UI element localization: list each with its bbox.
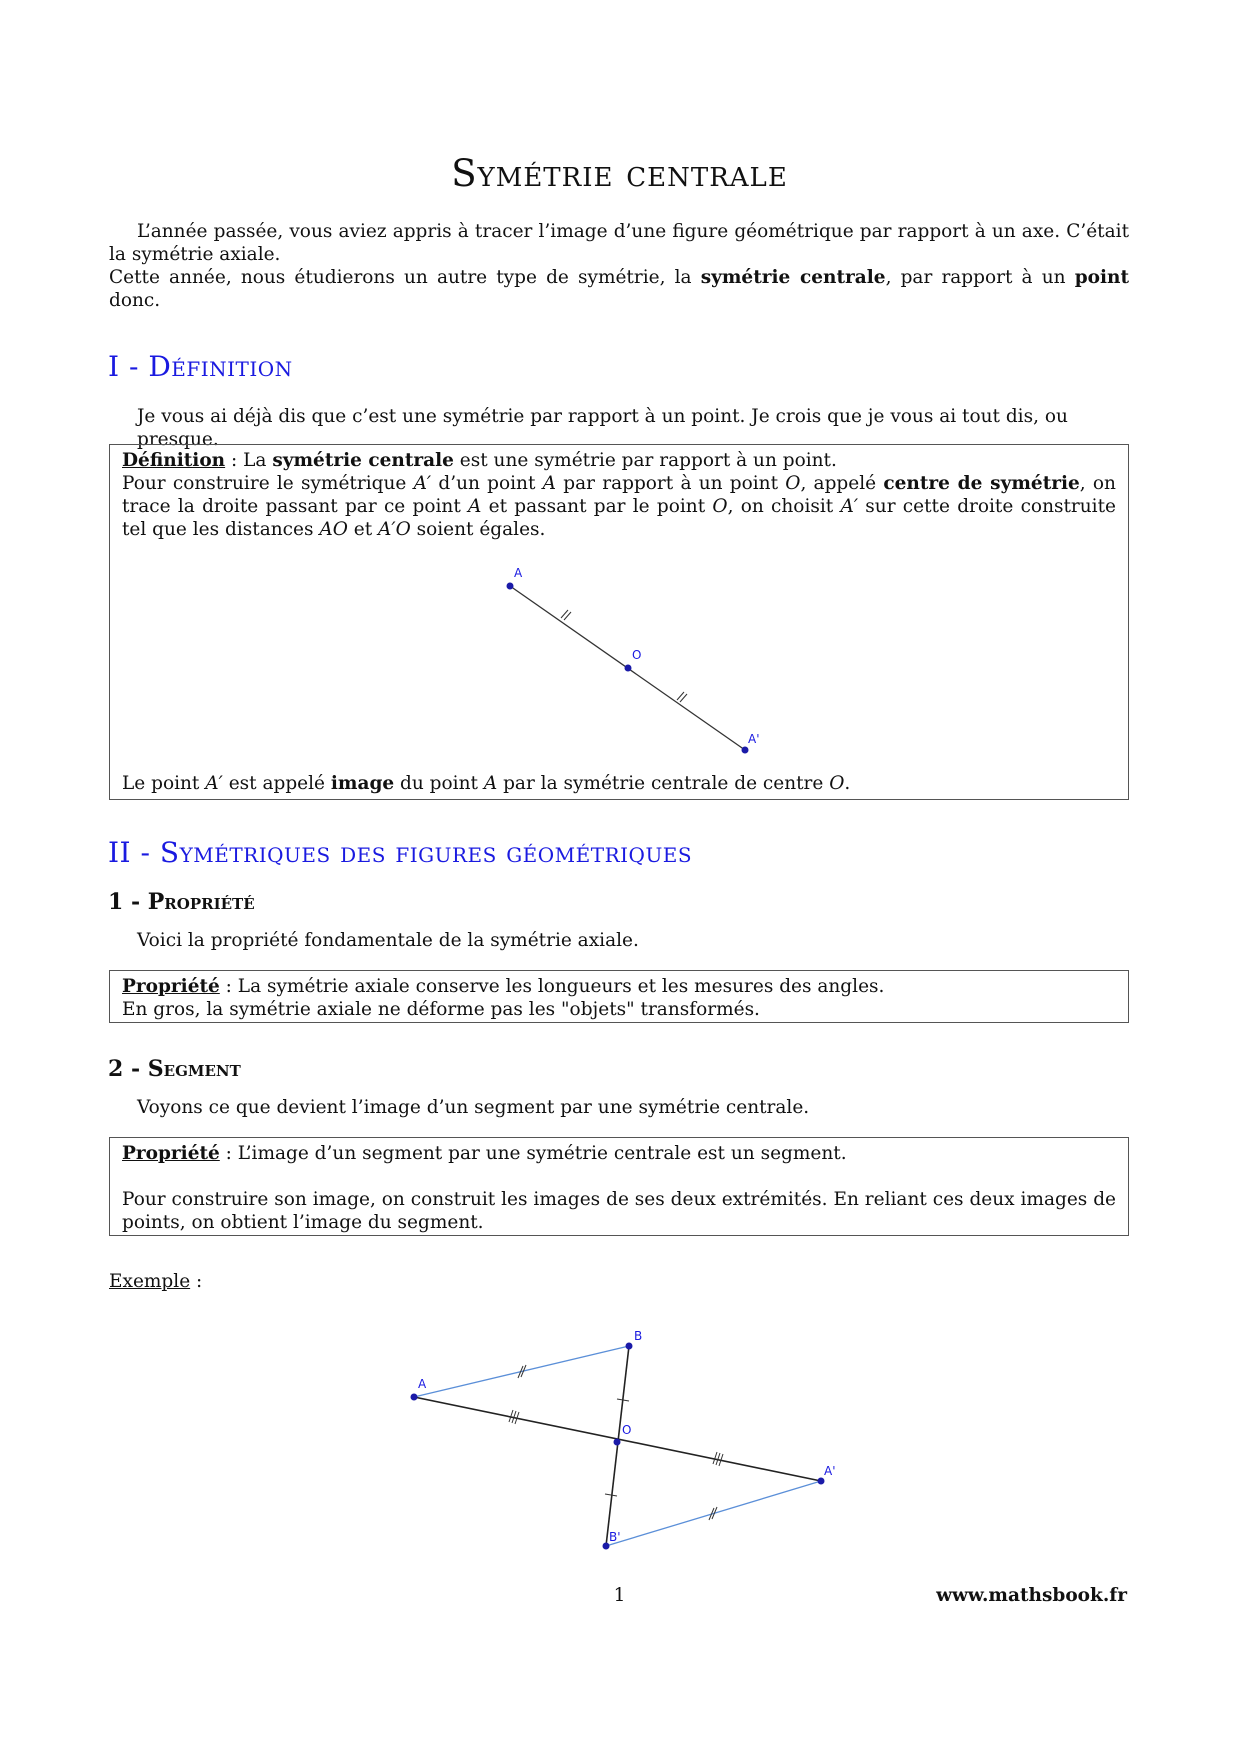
subsection1-text: Voici la propriété fondamentale de la symétrie axiale.: [137, 930, 639, 951]
propriete-1-line-2: En gros, la symétrie axiale ne déforme pas les "objets" transformés.: [122, 999, 760, 1020]
subsection-heading-segment: 2 - Segment: [108, 1056, 241, 1082]
segment-ab: [414, 1346, 629, 1397]
page-title: Symétrie centrale: [451, 152, 788, 195]
point-o: [625, 665, 632, 672]
definition-label: Définition: [122, 450, 226, 471]
subsection2-text: Voyons ce que devient l’image d’un segment par une symétrie centrale.: [137, 1097, 810, 1118]
label-aprime: A': [748, 732, 760, 746]
segment-aprime-bprime: [606, 1481, 821, 1546]
label-o: O: [632, 648, 642, 662]
site-url[interactable]: www.mathsbook.fr: [936, 1585, 1127, 1606]
label-bprime: B': [609, 1530, 621, 1544]
propriete-label-2: Propriété: [122, 1143, 220, 1164]
intro-paragraph: [109, 220, 1129, 312]
propriete-2-line-1: : L’image d’un segment par une symétrie centrale est un segment.: [219, 1143, 847, 1164]
propriete-1-line-1: : La symétrie axiale conserve les longueurs et les mesures des angles.: [219, 976, 885, 997]
propriete-2-line-2: Pour construire son image, on construit les images de ses deux extrémités. En reliant ces deux images de points, on obtient l’image du segment.: [122, 1189, 1116, 1233]
propriete-label-1: Propriété: [122, 976, 220, 997]
example-label: Exemple :: [109, 1271, 203, 1292]
subsection-heading-propriete: 1 - Propriété: [108, 889, 255, 915]
symmetry-figure-point: [110, 565, 1128, 785]
label-aprime: A': [824, 1464, 836, 1478]
image-definition-line: Le point A′ est appelé image du point A par la symétrie centrale de centre O.: [122, 773, 851, 794]
propriete-box-2: [109, 1137, 1129, 1236]
point-a: [411, 1394, 418, 1401]
intro-line-1: L’année passée, vous aviez appris à tracer l’image d’une figure géométrique par rapport à un axe. C’était la symétrie axiale.: [109, 221, 1129, 265]
point-aprime: [742, 747, 749, 754]
tick-oap-1: [713, 1452, 717, 1464]
label-a: A: [514, 566, 523, 580]
intro-line-2: Cette année, nous étudierons un autre type de symétrie, la symétrie centrale, par rapport à un point donc.: [109, 267, 1130, 311]
segment-symmetry-figure: [0, 1300, 1239, 1560]
point-a: [507, 583, 514, 590]
point-aprime: [818, 1478, 825, 1485]
section-heading-definition: I - Définition: [108, 350, 293, 383]
segment-b-bprime: [606, 1346, 632, 1546]
label-b: B: [634, 1329, 643, 1343]
propriete-box-1: [109, 970, 1129, 1023]
section-heading-symetriques: II - Symétriques des figures géométriques: [108, 836, 693, 869]
definition-box: [109, 444, 1129, 800]
definition-text: Définition : La symétrie centrale est une symétrie par rapport à un point. Pour construire le symétrique A′ d’un point A par rapport à un point O, appelé centre de symétrie, on trace la droite passant par ce point A et passant par le point O, on choisit A′ sur cette droite construite tel que les distances AO et A′O soient égales.: [122, 450, 1116, 540]
point-o: [614, 1439, 621, 1446]
label-a: A: [418, 1377, 427, 1391]
page-number: 1: [613, 1585, 626, 1606]
point-b: [626, 1343, 633, 1350]
section1-text: Je vous ai déjà dis que c’est une symétrie par rapport à un point. Je crois que je vous ai tout dis, ou presque.: [137, 406, 1068, 450]
label-o: O: [622, 1423, 632, 1437]
